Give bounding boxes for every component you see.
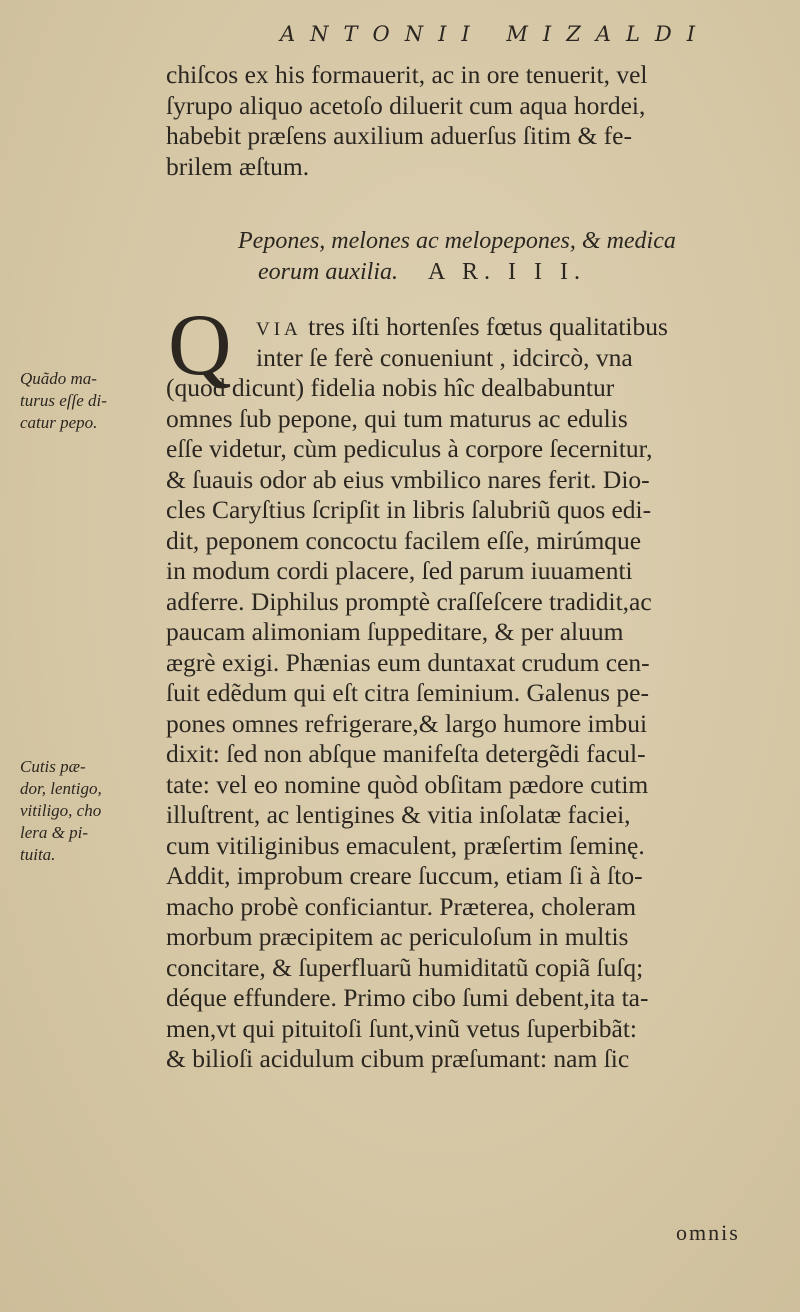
margin-note-skin [20,756,160,866]
text-line: dixit: ſed non abſque manifeſta detergẽdi facul- [166,739,646,768]
margin-note-line: tuita. [20,845,56,864]
margin-note-line: Quãdo ma- [20,369,97,388]
catchword: omnis [676,1220,740,1245]
first-line-rest: tres iſti hortenſes fœtus qualitatibus [301,312,668,341]
text-line: pones omnes refrigerare,& largo humore imbui [166,708,648,738]
text-line: adferre. Diphilus promptè craſſeſcere tradidit,ac [166,586,652,616]
text-line: dit, peponem concoctu facilem eſſe, mirúmque [166,525,642,555]
article-number: A R. I I I. [427,259,586,285]
text-line: cum vitiliginibus emaculent, præſertim ſeminę. [166,830,645,860]
text-line: in modum cordi placere, ſed parum iuuamenti [166,556,633,585]
text-line: ſuit edẽdum qui eſt citra ſeminium. Galenus pe- [166,678,649,707]
text-line: (quod dicunt) fidelia nobis hîc dealbabuntur [166,373,615,402]
text-line: omnes ſub pepone, qui tum maturus ac edulis [166,403,628,433]
text-line: tate: vel eo nomine quòd obſitam pædore cutim [166,769,649,799]
margin-note-line: turus eſſe di- [20,391,107,410]
text-line: & bilioſi acidulum cibum præſumant: nam ſic [166,1044,630,1073]
intro-paragraph [166,60,766,182]
section-heading [238,226,718,288]
margin-note-line: dor, lentigo, [20,779,102,798]
drop-cap: Q [168,297,232,394]
text-line: inter ſe ferè conueniunt , idcircò, vna [256,342,633,372]
text-line: brilem æſtum. [166,151,310,181]
text-line: concitare, & ſuperfluarũ humiditatũ copiã ſuſq; [166,952,644,982]
text-line-first [166,312,766,343]
text-line: illuſtrent, ac lentigines & vitia inſolatæ faciei, [166,800,631,829]
margin-note-line: lera & pi- [20,823,88,842]
text-line: eſſe videtur, cùm pediculus à corpore ſecernitur, [166,434,653,463]
main-paragraph [166,312,766,1075]
margin-note-line: vitiligo, cho [20,801,102,820]
text-line: chiſcos ex his formauerit, ac in ore tenuerit, vel [166,60,648,89]
heading-line-2-text: eorum auxilia. [258,259,398,285]
text-line: men,vt qui pituitoſi ſunt,vinũ vetus ſuperbibãt: [166,1013,638,1043]
text-line: déque effundere. Primo cibo ſumi debent,ita ta- [166,983,649,1012]
text-line: morbum præcipitem ac periculoſum in multis [166,922,629,951]
text-line: & ſuauis odor ab eius vmbilico nares ferit. Dio- [166,464,650,494]
text-line: paucam alimoniam ſuppeditare, & per aluum [166,617,624,646]
text-line: cles Caryſtius ſcripſit in libris ſalubriũ quos edi- [166,495,652,524]
small-caps-word: VIA [256,319,302,340]
running-head: ANTONII MIZALDI [280,22,711,46]
text-line: ſyrupo aliquo acetoſo diluerit cum aqua hordei, [166,90,646,120]
text-line: ægrè exigi. Phænias eum duntaxat crudum cen- [166,647,650,677]
text-line: macho probè conficiantur. Præterea, choleram [166,891,637,921]
heading-line-2 [238,257,718,288]
margin-note-line: catur pepo. [20,413,98,432]
margin-note-line: Cutis pæ- [20,757,86,776]
margin-note-ripe-melon [20,368,160,434]
text-line: habebit præſens auxilium aduerſus ſitim & fe- [166,121,632,150]
heading-line-1: Pepones, melones ac melopepones, & medica [238,228,676,254]
text-line: Addit, improbum creare ſuccum, etiam ſi à ſto- [166,861,643,890]
